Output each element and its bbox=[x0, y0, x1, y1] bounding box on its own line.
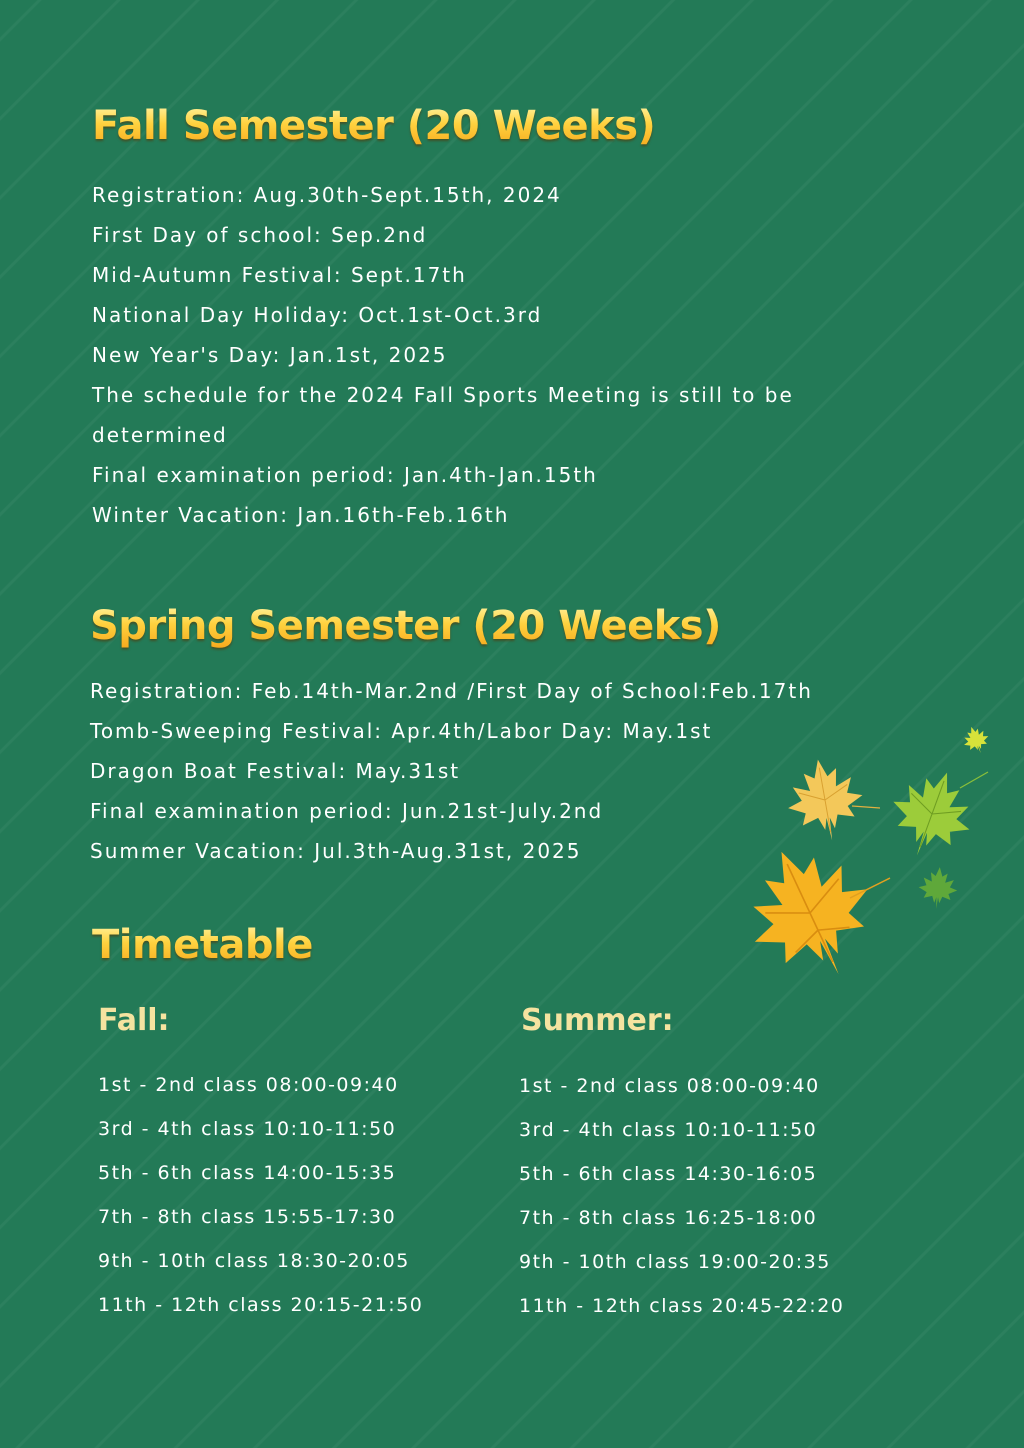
list-item: Tomb-Sweeping Festival: Apr.4th/Labor Day: May.1st bbox=[90, 719, 713, 743]
fall-semester-list bbox=[92, 175, 852, 535]
list-item: Mid-Autumn Festival: Sept.17th bbox=[92, 263, 467, 287]
list-item: 11th - 12th class 20:15-21:50 bbox=[98, 1294, 424, 1316]
list-item: 11th - 12th class 20:45-22:20 bbox=[519, 1295, 845, 1317]
maple-leaves-icon bbox=[740, 718, 1010, 988]
summer-timetable-label: Summer: bbox=[521, 1003, 674, 1038]
list-item: 5th - 6th class 14:00-15:35 bbox=[98, 1162, 397, 1184]
spring-semester-title: Spring Semester (20 Weeks) bbox=[90, 603, 721, 649]
timetable-title: Timetable bbox=[92, 922, 313, 968]
list-item: National Day Holiday: Oct.1st-Oct.3rd bbox=[92, 303, 543, 327]
list-item: Registration: Aug.30th-Sept.15th, 2024 bbox=[92, 183, 562, 207]
list-item: First Day of school: Sep.2nd bbox=[92, 223, 428, 247]
maple-leaf-icon bbox=[879, 759, 985, 869]
list-item: Winter Vacation: Jan.16th-Feb.16th bbox=[92, 503, 510, 527]
fall-timetable-label: Fall: bbox=[98, 1003, 170, 1038]
leaf-stem bbox=[960, 772, 988, 788]
list-item: Dragon Boat Festival: May.31st bbox=[90, 759, 461, 783]
leaf-stem bbox=[852, 806, 880, 808]
list-item: Registration: Feb.14th-Mar.2nd /First Day of School:Feb.17th bbox=[90, 679, 813, 703]
maple-leaf-icon bbox=[781, 753, 870, 847]
list-item: 9th - 10th class 18:30-20:05 bbox=[98, 1250, 410, 1272]
list-item: Final examination period: Jun.21st-July.2nd bbox=[90, 799, 604, 823]
list-item: 3rd - 4th class 10:10-11:50 bbox=[519, 1119, 818, 1141]
summer-timetable-list bbox=[519, 1064, 844, 1328]
list-item: 7th - 8th class 16:25-18:00 bbox=[519, 1207, 818, 1229]
list-item: The schedule for the 2024 Fall Sports Meeting is still to be determined bbox=[92, 383, 794, 447]
maple-leaf-icon bbox=[959, 722, 993, 757]
leaf-stem bbox=[850, 878, 890, 898]
maple-leaf-icon bbox=[917, 865, 959, 910]
list-item: New Year's Day: Jan.1st, 2025 bbox=[92, 343, 448, 367]
list-item: 5th - 6th class 14:30-16:05 bbox=[519, 1163, 818, 1185]
list-item: Summer Vacation: Jul.3th-Aug.31st, 2025 bbox=[90, 839, 582, 863]
list-item: 9th - 10th class 19:00-20:35 bbox=[519, 1251, 831, 1273]
list-item: Final examination period: Jan.4th-Jan.15th bbox=[92, 463, 598, 487]
list-item: 7th - 8th class 15:55-17:30 bbox=[98, 1206, 397, 1228]
list-item: 1st - 2nd class 08:00-09:40 bbox=[98, 1074, 399, 1096]
maple-leaf-icon bbox=[740, 826, 895, 988]
fall-timetable-list bbox=[98, 1063, 423, 1327]
fall-semester-title: Fall Semester (20 Weeks) bbox=[92, 103, 656, 149]
list-item: 3rd - 4th class 10:10-11:50 bbox=[98, 1118, 397, 1140]
list-item: 1st - 2nd class 08:00-09:40 bbox=[519, 1075, 820, 1097]
